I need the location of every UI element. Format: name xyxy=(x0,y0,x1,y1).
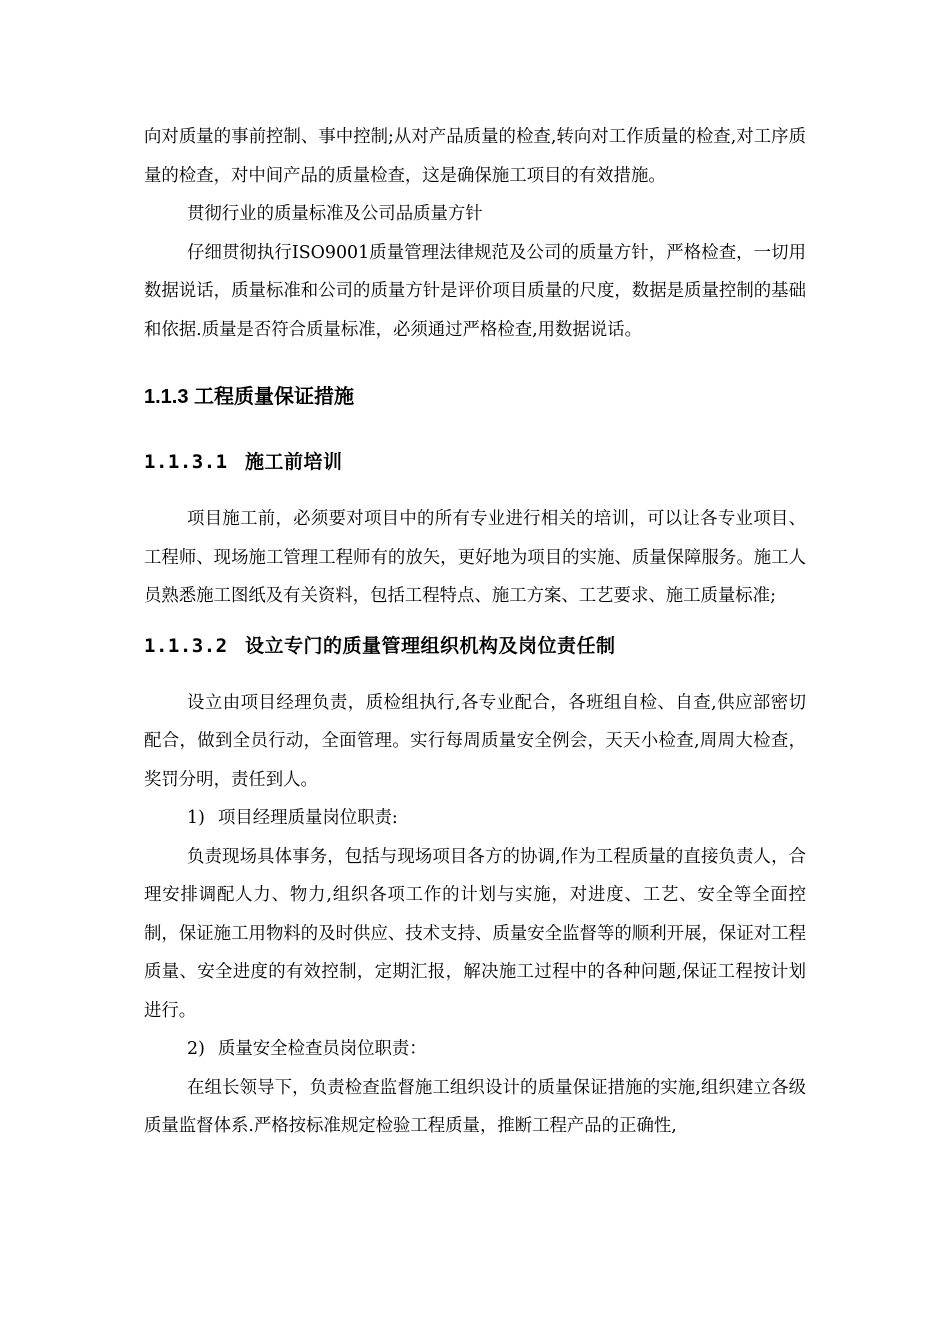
section-heading-1-1-3 xyxy=(144,379,806,415)
paragraph-pre-construction-training: 项目施工前，必须要对项目中的所有专业进行相关的培训，可以让各专业项目、工程师、现场施工管理工程师有的放矢，更好地为项目的实施、质量保障服务。施工人员熟悉施工图纸及有关资料，包括工程特点、施工方案、工艺要求、施工质量标准; xyxy=(144,509,806,606)
section-number: 1.1.3.1 xyxy=(144,451,228,473)
list-item-text: 质量安全检查员岗位职责： xyxy=(218,1039,427,1059)
paragraph-quality-control-shift: 向对质量的事前控制、事中控制;从对产品质量的检查,转向对工作质量的检查,对工序质量的检查，对中间产品的质量检查，这是确保施工项目的有效措施。 xyxy=(144,127,806,186)
section-title: 工程质量保证措施 xyxy=(194,386,355,408)
paragraph-iso9001: 仔细贯彻执行ISO9001质量管理法律规范及公司的质量方针，严格检查，一切用数据说话，质量标准和公司的质量方针是评价项目质量的尺度，数据是质量控制的基础和依据.质量是否符合质量标准，必须通过严格检查,用数据说话。 xyxy=(144,242,806,340)
paragraph-standards-heading: 贯彻行业的质量标准及公司品质量方针 xyxy=(187,204,483,224)
section-heading-1-1-3-1 xyxy=(144,444,806,480)
list-item-number: 2) xyxy=(187,1039,205,1059)
list-item-number: 1) xyxy=(187,808,205,828)
document-content xyxy=(144,118,806,1146)
list-item-label xyxy=(144,1030,806,1069)
section-title: 设立专门的质量管理组织机构及岗位责任制 xyxy=(245,634,616,657)
list-item-label xyxy=(144,799,806,838)
paragraph-manager-duties: 负责现场具体事务，包括与现场项目各方的协调,作为工程质量的直接负责人，合理安排调配人力、物力,组织各项工作的计划与实施，对进度、工艺、安全等全面控制，保证施工用物料的及时供应、技术支持、质量安全监督等的顺利开展，保证对工程质量、安全进度的有效控制，定期汇报，解决施工过程中的各种问题,保证工程按计划进行。 xyxy=(144,846,806,1021)
paragraph-inspector-duties: 在组长领导下，负责检查监督施工组织设计的质量保证措施的实施,组织建立各级质量监督体系.严格按标准规定检验工程质量，推断工程产品的正确性, xyxy=(144,1077,806,1136)
section-title: 施工前培训 xyxy=(245,451,343,473)
list-item-text: 项目经理质量岗位职责: xyxy=(218,808,398,828)
section-number: 1.1.3 xyxy=(144,386,189,408)
section-number: 1.1.3.2 xyxy=(144,634,228,657)
paragraph-organization: 设立由项目经理负责，质检组执行,各专业配合，各班组自检、自查,供应部密切配合，做到全员行动，全面管理。实行每周质量安全例会，天天小检查,周周大检查，奖罚分明，责任到人。 xyxy=(144,692,806,790)
section-heading-1-1-3-2 xyxy=(144,628,806,664)
